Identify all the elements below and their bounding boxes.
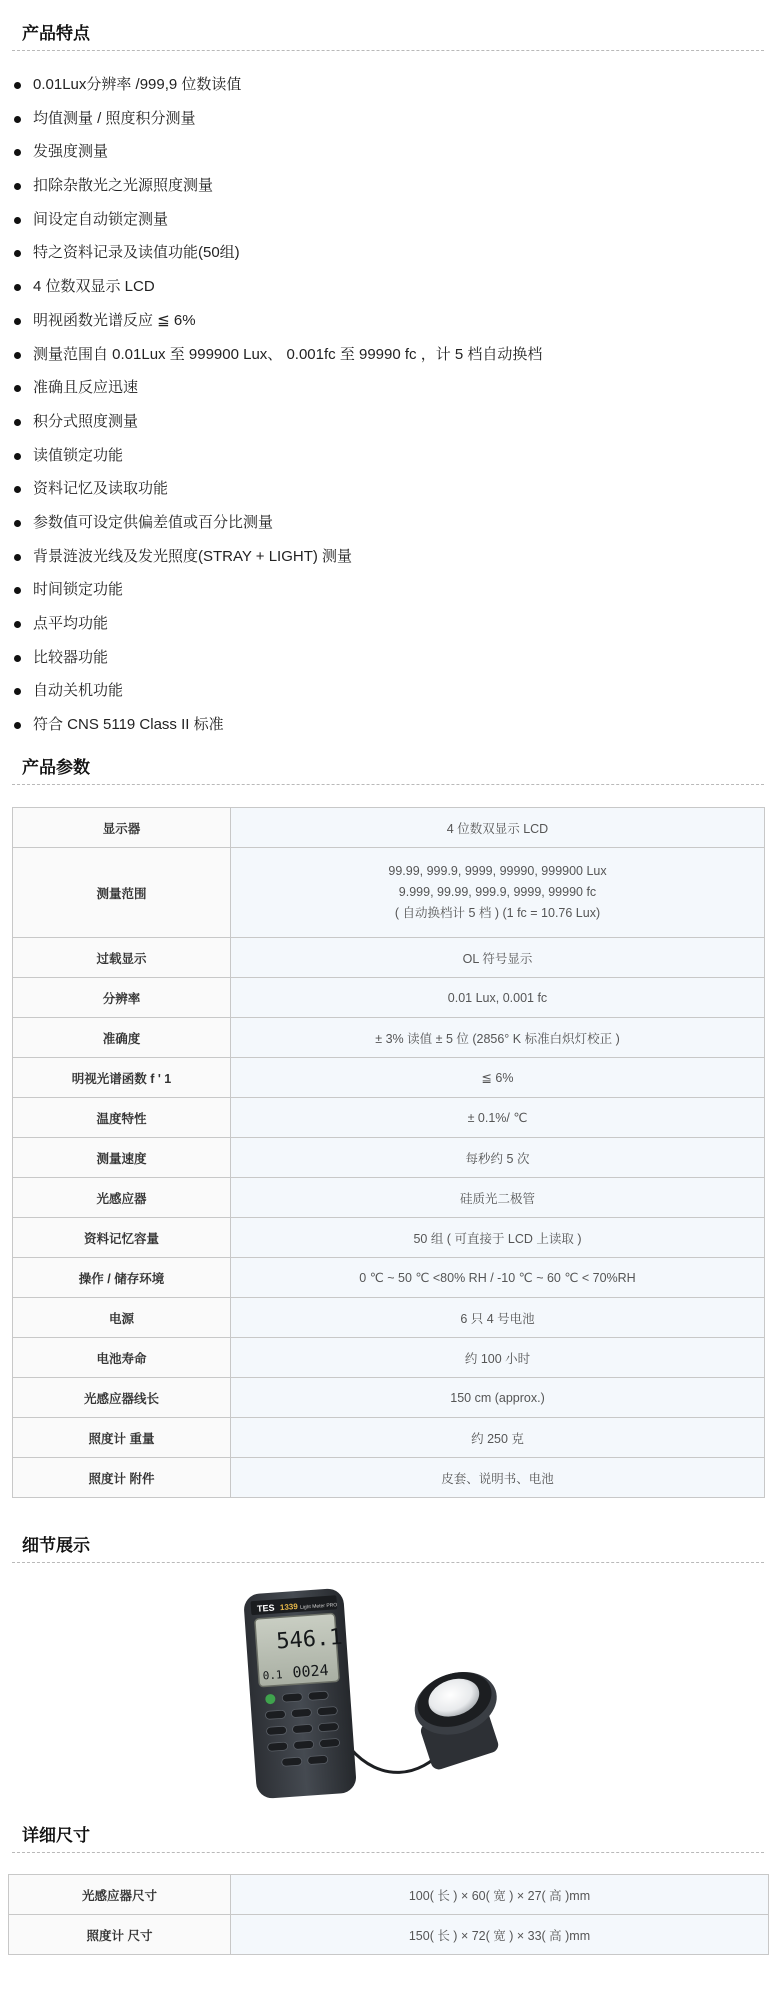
- dimensions-title: 详细尺寸: [22, 1826, 90, 1845]
- feature-item: 4 位数双显示 LCD: [0, 270, 776, 304]
- param-value: 每秒约 5 次: [231, 1138, 765, 1178]
- feature-item: 比较器功能: [0, 641, 776, 675]
- param-value: ≦ 6%: [231, 1058, 765, 1098]
- param-value: 4 位数双显示 LCD: [231, 808, 765, 848]
- params-section-header: [12, 752, 764, 785]
- param-value: OL 符号显示: [231, 938, 765, 978]
- details-section-header: [12, 1530, 764, 1563]
- param-label: 温度特性: [13, 1098, 231, 1138]
- param-label: 显示器: [13, 808, 231, 848]
- features-list: [0, 68, 776, 742]
- bullet-icon: [14, 554, 21, 561]
- bullet-icon: [14, 284, 21, 291]
- param-label: 明视光谱函数 f ' 1: [13, 1058, 231, 1098]
- meter-key: [282, 1757, 303, 1766]
- feature-item: 明视函数光谱反应 ≦ 6%: [0, 304, 776, 338]
- details-title: 细节展示: [22, 1536, 90, 1555]
- param-value: 150 cm (approx.): [231, 1378, 765, 1418]
- dimension-value: 150( 长 ) × 72( 宽 ) × 33( 高 )mm: [231, 1915, 769, 1955]
- meter-key: [292, 1724, 313, 1733]
- table-row: [13, 1218, 765, 1258]
- table-row: [13, 1058, 765, 1098]
- bullet-icon: [14, 149, 21, 156]
- meter-key: [319, 1738, 340, 1747]
- param-label: 测量速度: [13, 1138, 231, 1178]
- dimension-label: 光感应器尺寸: [9, 1875, 231, 1915]
- bullet-icon: [14, 116, 21, 123]
- model-label: 1339: [279, 1601, 299, 1613]
- param-label: 操作 / 储存环境: [13, 1258, 231, 1298]
- feature-item: 自动关机功能: [0, 674, 776, 708]
- bullet-icon: [14, 688, 21, 695]
- table-row: [13, 848, 765, 938]
- param-label: 资料记忆容量: [13, 1218, 231, 1258]
- meter-key: [293, 1740, 314, 1749]
- table-row: [13, 1258, 765, 1298]
- light-meter-product-image: [230, 1583, 530, 1808]
- table-row: [13, 1018, 765, 1058]
- bullet-icon: [14, 587, 21, 594]
- feature-item: 扣除杂散光之光源照度测量: [0, 169, 776, 203]
- param-label: 光感应器: [13, 1178, 231, 1218]
- param-value: 约 250 克: [231, 1418, 765, 1458]
- range-line: ( 自动换档计 5 档 ) (1 fc = 10.76 Lux): [394, 906, 601, 920]
- features-title: 产品特点: [22, 24, 90, 43]
- param-value: 约 100 小时: [231, 1338, 765, 1378]
- meter-key: [265, 1710, 286, 1719]
- dimensions-section-header: [12, 1820, 764, 1853]
- param-value: ± 0.1%/ ℃: [231, 1098, 765, 1138]
- param-label: 电源: [13, 1298, 231, 1338]
- table-row: [13, 1418, 765, 1458]
- dimension-value: 100( 长 ) × 60( 宽 ) × 27( 高 )mm: [231, 1875, 769, 1915]
- bullet-icon: [14, 453, 21, 460]
- feature-item: 均值测量 / 照度积分测量: [0, 102, 776, 136]
- features-section-header: [12, 18, 764, 51]
- bullet-icon: [14, 385, 21, 392]
- param-value: ± 3% 读值 ± 5 位 (2856° K 标准白炽灯校正 ): [231, 1018, 765, 1058]
- table-row: [9, 1875, 769, 1915]
- bullet-icon: [14, 655, 21, 662]
- feature-item: 符合 CNS 5119 Class II 标准: [0, 708, 776, 742]
- bullet-icon: [14, 352, 21, 359]
- range-line: 99.99, 999.9, 9999, 99990, 999900 Lux: [388, 864, 607, 878]
- feature-item: 特之资料记录及读值功能(50组): [0, 236, 776, 270]
- meter-key: [266, 1726, 287, 1735]
- bullet-icon: [14, 722, 21, 729]
- table-row: [13, 808, 765, 848]
- bullet-icon: [14, 217, 21, 224]
- table-row: [13, 1298, 765, 1338]
- param-label: 过载显示: [13, 938, 231, 978]
- param-label: 测量范围: [13, 848, 231, 938]
- param-value: 6 只 4 号电池: [231, 1298, 765, 1338]
- table-row: [13, 938, 765, 978]
- param-label: 电池寿命: [13, 1338, 231, 1378]
- param-label: 准确度: [13, 1018, 231, 1058]
- bullet-icon: [14, 520, 21, 527]
- feature-item: 积分式照度测量: [0, 405, 776, 439]
- table-row: [9, 1915, 769, 1955]
- range-line: 9.999, 99.99, 999.9, 9999, 99990 fc: [398, 885, 597, 899]
- bullet-icon: [14, 419, 21, 426]
- feature-item: 0.01Lux分辨率 /999,9 位数读值: [0, 68, 776, 102]
- feature-item: 间设定自动锁定测量: [0, 203, 776, 237]
- params-table: [12, 807, 765, 1498]
- table-row: [13, 1378, 765, 1418]
- param-label: 照度计 重量: [13, 1418, 231, 1458]
- brand-label: TES: [256, 1602, 275, 1614]
- meter-key: [267, 1742, 288, 1751]
- meter-key: [307, 1755, 328, 1764]
- param-label: 光感应器线长: [13, 1378, 231, 1418]
- feature-item: 资料记忆及读取功能: [0, 472, 776, 506]
- dimension-label: 照度计 尺寸: [9, 1915, 231, 1955]
- param-value: [231, 848, 765, 938]
- feature-item: 背景涟波光线及发光照度(STRAY + LIGHT) 测量: [0, 540, 776, 574]
- param-value: 0.01 Lux, 0.001 fc: [231, 978, 765, 1018]
- lcd-small-right-reading: 0024: [291, 1660, 330, 1682]
- lcd-main-reading: 546.1: [275, 1624, 344, 1655]
- param-label: 分辨率: [13, 978, 231, 1018]
- bullet-icon: [14, 486, 21, 493]
- param-value: 硅质光二极管: [231, 1178, 765, 1218]
- bullet-icon: [14, 183, 21, 190]
- feature-item: 发强度测量: [0, 135, 776, 169]
- table-row: [13, 978, 765, 1018]
- param-value: 50 组 ( 可直接于 LCD 上读取 ): [231, 1218, 765, 1258]
- meter-key: [317, 1706, 338, 1715]
- feature-item: 读值锁定功能: [0, 439, 776, 473]
- light-sensor: [407, 1662, 514, 1772]
- model-sub-label: Light Meter PRO: [299, 1602, 338, 1611]
- feature-item: 时间锁定功能: [0, 573, 776, 607]
- feature-item: 点平均功能: [0, 607, 776, 641]
- param-label: 照度计 附件: [13, 1458, 231, 1498]
- meter-key: [282, 1693, 303, 1702]
- param-value: 皮套、说明书、电池: [231, 1458, 765, 1498]
- feature-item: 参数值可设定供偏差值或百分比测量: [0, 506, 776, 540]
- bullet-icon: [14, 621, 21, 628]
- meter-key: [308, 1691, 329, 1700]
- feature-item: 准确且反应迅速: [0, 371, 776, 405]
- meter-key: [291, 1708, 312, 1717]
- table-row: [13, 1178, 765, 1218]
- bullet-icon: [14, 318, 21, 325]
- lcd-small-left-reading: 0.1: [262, 1668, 284, 1683]
- params-title: 产品参数: [22, 758, 90, 777]
- table-row: [13, 1098, 765, 1138]
- feature-item: 测量范围自 0.01Lux 至 999900 Lux、 0.001fc 至 99990 fc ，计 5 档自动换档: [0, 338, 776, 372]
- dimensions-table: [8, 1874, 769, 1955]
- table-row: [13, 1338, 765, 1378]
- table-row: [13, 1458, 765, 1498]
- table-row: [13, 1138, 765, 1178]
- param-value: 0 ℃ ~ 50 ℃ <80% RH / -10 ℃ ~ 60 ℃ < 70%RH: [231, 1258, 765, 1298]
- bullet-icon: [14, 250, 21, 257]
- meter-key: [318, 1722, 339, 1731]
- bullet-icon: [14, 82, 21, 89]
